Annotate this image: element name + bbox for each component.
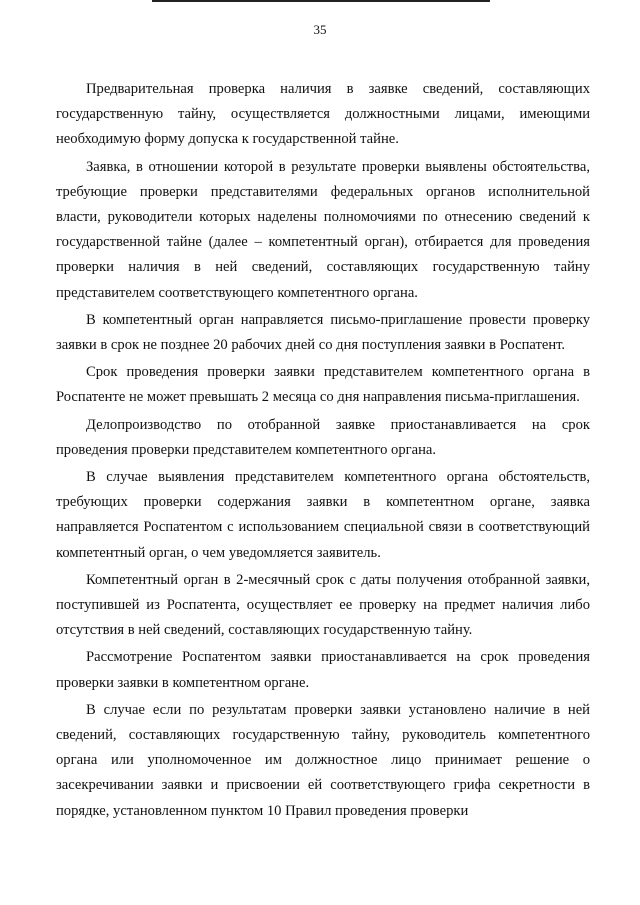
paragraph-examination-suspended: Рассмотрение Роспатентом заявки приостанавливается на срок проведения проверки заявки в компетентном органе. <box>56 649 590 691</box>
body-text <box>56 77 590 826</box>
page-number: 35 <box>313 22 327 37</box>
paragraph-proceedings-suspended: Делопроизводство по отобранной заявке приостанавливается на срок проведения проверки представителем компетентного органа. <box>56 416 590 458</box>
top-edge-rule <box>152 0 490 2</box>
paragraph-classification-decision: В случае если по результатам проверки заявки установлено наличие в ней сведений, составляющих государственную тайну, руководитель компетентного органа или уполномоченное им должностное лицо принимает решение о засекречивании заявки и присвоении ей соответствующего грифа секретности в порядке, установленном пунктом 10 Правил проведения проверки <box>56 701 590 819</box>
paragraph-two-month-check: Компетентный орган в 2-месячный срок с даты получения отобранной заявки, поступившей из Роспатента, осуществляет ее проверку на предмет наличия либо отсутствия в ней сведений, составляющих государственную тайну. <box>56 571 590 639</box>
paragraph-application-sent: В случае выявления представителем компетентного органа обстоятельств, требующих проверки содержания заявки в компетентном органе, заявка направляется Роспатентом с использованием специальной связи в соответствующий компетентный орган, о чем уведомляется заявитель. <box>56 469 590 561</box>
paragraph-check-period: Срок проведения проверки заявки представителем компетентного органа в Роспатенте не может превышать 2 месяца со дня направления письма-приглашения. <box>56 364 590 406</box>
paragraph-competent-body-definition: Заявка, в отношении которой в результате проверки выявлены обстоятельства, требующие проверки представителями федеральных органов исполнительной власти, руководители которых наделены полномочиями по отнесению сведений к государственной тайне (далее – компетентный орган), отбирается для проведения проверки наличия в ней сведений, составляющих государственную тайну представителем соответствующего компетентного органа. <box>56 158 590 301</box>
paragraph-preliminary-check: Предварительная проверка наличия в заявке сведений, составляющих государственную тайну, осуществляется должностными лицами, имеющими необходимую форму допуска к государственной тайне. <box>56 81 590 148</box>
paragraph-invitation-letter: В компетентный орган направляется письмо-приглашение провести проверку заявки в срок не позднее 20 рабочих дней со дня поступления заявки в Роспатент. <box>56 311 590 354</box>
